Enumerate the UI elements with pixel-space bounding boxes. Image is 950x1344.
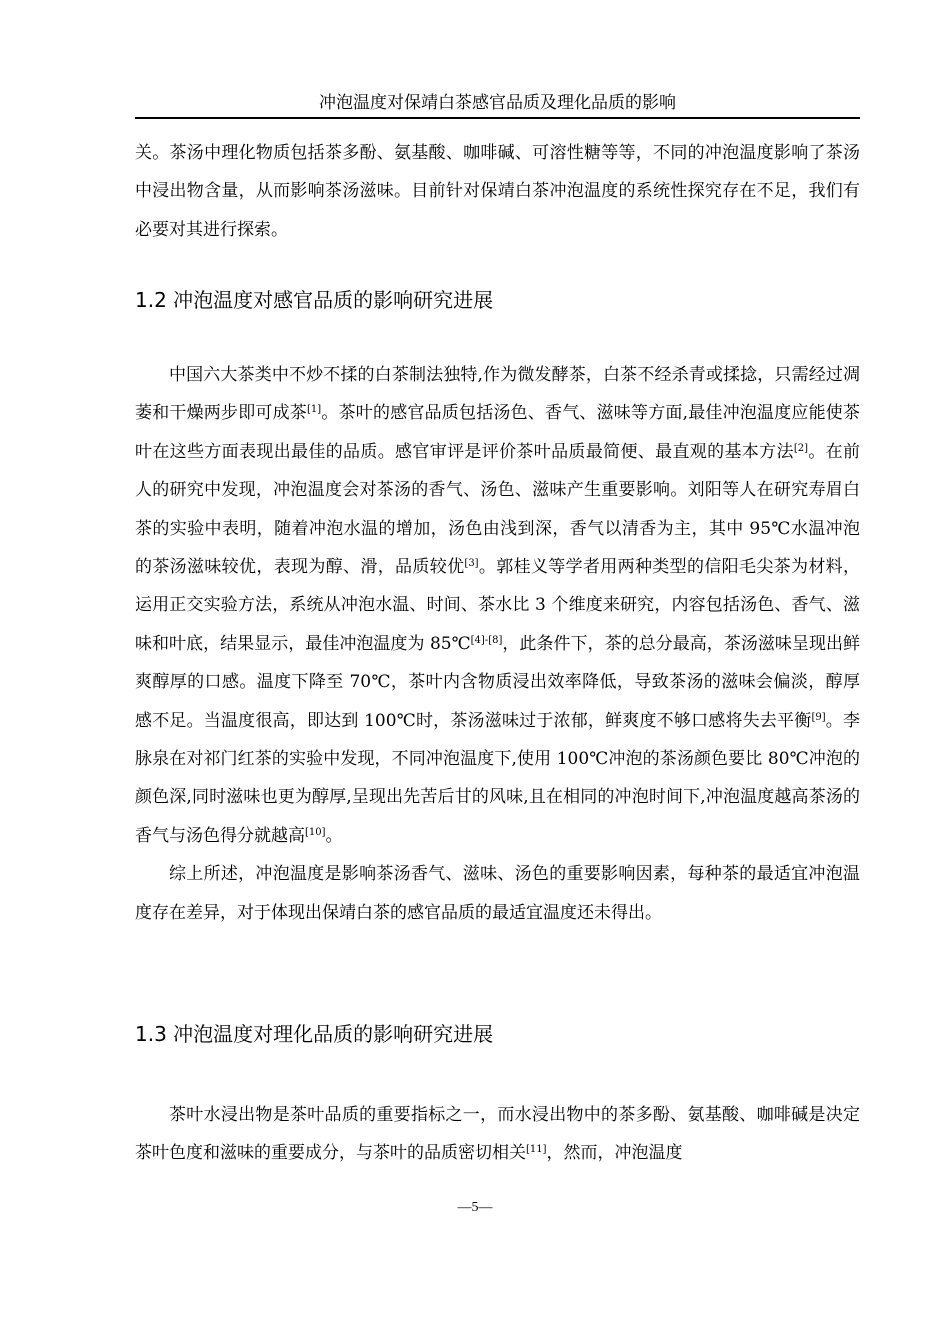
page-number: —5— xyxy=(457,1200,493,1215)
paragraph-sensory-quality xyxy=(135,356,860,932)
section-heading-1-2: 1.2 冲泡温度对感官品质的影响研究进展 xyxy=(135,288,494,312)
citation-ref: [11] xyxy=(526,1144,547,1156)
paragraph-text xyxy=(135,356,860,855)
text-run: 。 xyxy=(325,825,343,846)
text-run: 中国六大茶类中不炒不揉的白茶制法独特,作为微发酵茶，白茶不经杀青或揉捻，只需经过凋萎和干燥两步即可成茶 xyxy=(135,365,860,424)
citation-ref: [3] xyxy=(464,558,479,570)
text-run: 。郭桂义等学者用两种类型的信阳毛尖茶为材料，运用正交实验方法，系统从冲泡水温、时间、茶水比 3 个维度来研究，内容包括汤色、香气、滋味和叶底，结果显示，最佳冲泡温度为 85℃ xyxy=(135,557,861,654)
citation-ref: [1] xyxy=(307,404,322,416)
text-run: 。茶叶的感官品质包括汤色、香气、滋味等方面,最佳冲泡温度应能使茶叶在这些方面表现出最佳的品质。感官审评是评价茶叶品质最简便、最直观的基本方法 xyxy=(135,403,861,462)
paragraph-summary: 综上所述，冲泡温度是影响茶汤香气、滋味、汤色的重要影响因素，每种茶的最适宜冲泡温度存在差异，对于体现出保靖白茶的感官品质的最适宜温度还未得出。 xyxy=(135,864,860,923)
section-heading-1-3: 1.3 冲泡温度对理化品质的影响研究进展 xyxy=(135,1022,494,1046)
citation-ref: [2] xyxy=(793,442,808,454)
text-run: 。在前人的研究中发现，冲泡温度会对茶汤的香气、汤色、滋味产生重要影响。刘阳等人在研究寿眉白茶的实验中表明，随着冲泡水温的增加，汤色由浅到深，香气以清香为主，其中 95℃水温冲泡的茶汤滋味较优，表现为醇、滑，品质较优 xyxy=(135,441,861,578)
running-header xyxy=(135,93,860,119)
text-run: 。李脉泉在对祁门红茶的实验中发现，不同冲泡温度下,使用 100℃冲泡的茶汤颜色要比 80℃冲泡的颜色深,同时滋味也更为醇厚,呈现出先苦后甘的风味,且在相同的冲泡时间下,冲泡温度越高茶汤的香气与汤色得分就越高 xyxy=(135,710,860,846)
citation-ref: [4]-[8] xyxy=(470,634,503,646)
paragraph-physicochemical-quality xyxy=(135,1096,860,1173)
text-run: ，此条件下，茶的总分最高，茶汤滋味呈现出鲜爽醇厚的口感。温度下降至 70℃，茶叶内含物质浸出效率降低，导致茶汤的滋味会偏淡，醇厚感不足。当温度很高，即达到 100℃时，茶汤滋味过于浓郁，鲜爽度不够口感将失去平衡 xyxy=(135,633,860,731)
text-run: 茶叶水浸出物是茶叶品质的重要指标之一，而水浸出物中的茶多酚、氨基酸、咖啡碱是决定茶叶色度和滋味的重要成分，与茶叶的品质密切相关 xyxy=(135,1105,860,1164)
paragraph-text xyxy=(135,1096,860,1173)
citation-ref: [9] xyxy=(811,711,826,723)
paragraph-text: 关。茶汤中理化物质包括茶多酚、氨基酸、咖啡碱、可溶性糖等等，不同的冲泡温度影响了茶汤中浸出物含量，从而影响茶汤滋味。目前针对保靖白茶冲泡温度的系统性探究存在不足，我们有必要对其进行探索。 xyxy=(135,143,860,240)
running-header-title: 冲泡温度对保靖白茶感官品质及理化品质的影响 xyxy=(319,93,676,113)
text-run: ，然而，冲泡温度 xyxy=(546,1143,683,1164)
paragraph-continued xyxy=(135,134,860,249)
citation-ref: [10] xyxy=(305,826,326,838)
